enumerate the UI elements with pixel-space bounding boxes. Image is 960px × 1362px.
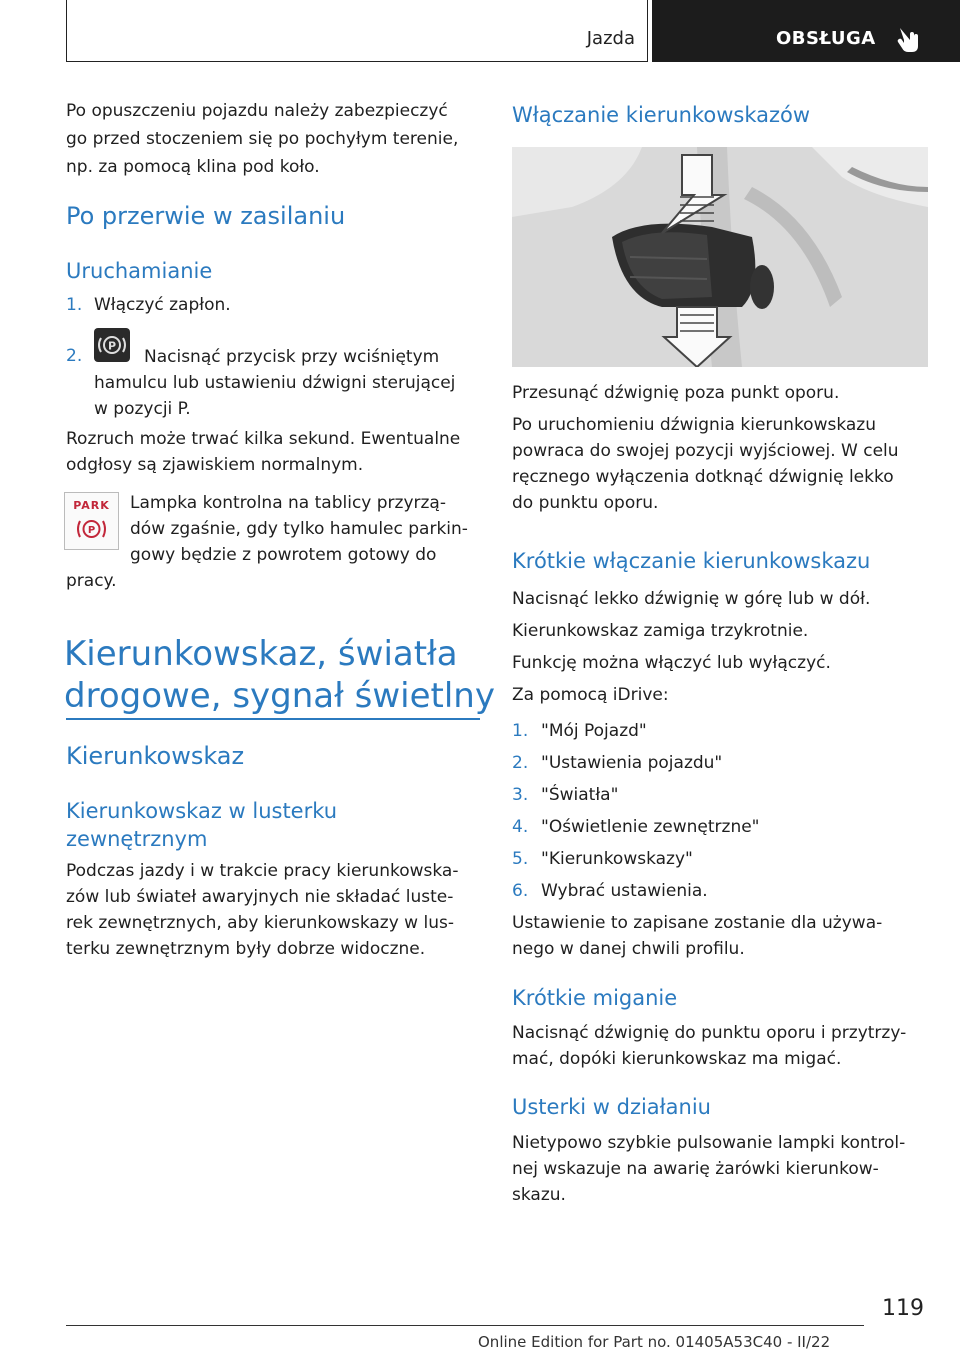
text-line: ręcznego wyłączenia dotknąć dźwignię lekko [512, 467, 894, 487]
step-number: 6. [512, 881, 529, 901]
step-text: w pozycji P. [94, 399, 191, 419]
header-chapter-box [652, 0, 960, 62]
parking-brake-button-icon [94, 328, 130, 362]
park-warning-lamp-icon [64, 492, 119, 550]
header-section-title: Jazda [586, 28, 635, 49]
text-line: Za pomocą iDrive: [512, 685, 669, 705]
svg-text:P: P [87, 525, 96, 536]
title-rule [66, 718, 480, 720]
heading-mirror: zewnętrznym [66, 827, 208, 851]
heading-power-interruption: Po przerwie w zasilaniu [66, 202, 346, 230]
text-line: Przesunąć dźwignię poza punkt oporu. [512, 383, 840, 403]
text-line: zów lub świateł awaryjnych nie składać luste- [66, 887, 454, 907]
step-text: Włączyć zapłon. [94, 295, 231, 315]
text-line: Kierunkowskaz zamiga trzykrotnie. [512, 621, 809, 641]
text-line: dów zgaśnie, gdy tylko hamulec parkin- [130, 519, 468, 539]
text-line: np. za pomocą klina pod koło. [66, 157, 320, 177]
heading-malfunction: Usterki w działaniu [512, 1095, 711, 1119]
step-text: Wybrać ustawienia. [541, 881, 708, 901]
heading-mirror: Kierunkowskaz w lusterku [66, 799, 338, 823]
step-number: 5. [512, 849, 529, 869]
step-number: 2. [66, 346, 83, 366]
heading-short-flash: Krótkie miganie [512, 986, 678, 1010]
step-number: 4. [512, 817, 529, 837]
heading-indicator: Kierunkowskaz [66, 742, 245, 770]
text-line: do punktu oporu. [512, 493, 659, 513]
text-line: mać, dopóki kierunkowskaz ma migać. [512, 1049, 842, 1069]
text-line: go przed stoczeniem się po pochyłym terenie, [66, 129, 459, 149]
step-text: "Mój Pojazd" [541, 721, 647, 741]
text-line: nej wskazuje na awarię żarówki kierunkow- [512, 1159, 879, 1179]
main-title-line: Kierunkowskaz, światła [64, 634, 458, 674]
footer-edition: Online Edition for Part no. 01405A53C40 - II/22 [478, 1333, 831, 1351]
park-lamp-label: PARK [73, 499, 110, 512]
page-number: 119 [882, 1296, 924, 1321]
text-line: Nacisnąć lekko dźwignię w górę lub w dół. [512, 589, 871, 609]
text-line: powraca do swojej pozycji wyjściowej. W celu [512, 441, 899, 461]
step-text: "Ustawienia pojazdu" [541, 753, 723, 773]
step-number: 1. [512, 721, 529, 741]
text-line: Po uruchomieniu dźwignia kierunkowskazu [512, 415, 877, 435]
text-line: Po opuszczeniu pojazdu należy zabezpieczyć [66, 101, 448, 121]
step-text: "Światła" [541, 785, 619, 805]
text-line: odgłosy są zjawiskiem normalnym. [66, 455, 364, 475]
text-line: Ustawienie to zapisane zostanie dla używa- [512, 913, 883, 933]
step-number: 3. [512, 785, 529, 805]
text-line: rek zewnętrznych, aby kierunkowskazy w lus- [66, 913, 454, 933]
text-line: pracy. [66, 571, 117, 591]
footer-rule [66, 1325, 864, 1326]
step-text: "Oświetlenie zewnętrzne" [541, 817, 760, 837]
header-chapter-title: OBSŁUGA [776, 28, 876, 49]
text-line: Podczas jazdy i w trakcie pracy kierunkowska- [66, 861, 459, 881]
text-line: Rozruch może trwać kilka sekund. Ewentualne [66, 429, 461, 449]
turn-signal-lever-illustration [512, 147, 928, 367]
heading-turn-signal-on: Włączanie kierunkowskazów [512, 103, 811, 127]
header-section-box [66, 0, 648, 62]
text-line: terku zewnętrznym były dobrze widoczne. [66, 939, 426, 959]
step-text: "Kierunkowskazy" [541, 849, 693, 869]
heading-short-signal: Krótkie włączanie kierunkowskazu [512, 549, 871, 573]
text-line: Nietypowo szybkie pulsowanie lampki kontrol- [512, 1133, 906, 1153]
text-line: Lampka kontrolna na tablicy przyrzą- [130, 493, 446, 513]
step-number: 1. [66, 295, 83, 315]
main-title-line: drogowe, sygnał świetlny [64, 676, 495, 716]
text-line: gowy będzie z powrotem gotowy do [130, 545, 437, 565]
step-text: hamulcu lub ustawieniu dźwigni sterującej [94, 373, 456, 393]
text-line: Nacisnąć dźwignię do punktu oporu i przytrzy- [512, 1023, 907, 1043]
text-line: nego w danej chwili profilu. [512, 939, 745, 959]
svg-text:P: P [107, 339, 117, 353]
hand-pointer-icon [896, 24, 922, 54]
text-line: Funkcję można włączyć lub wyłączyć. [512, 653, 831, 673]
step-text: Nacisnąć przycisk przy wciśniętym [144, 347, 440, 367]
step-number: 2. [512, 753, 529, 773]
text-line: skazu. [512, 1185, 566, 1205]
heading-start: Uruchamianie [66, 259, 213, 283]
